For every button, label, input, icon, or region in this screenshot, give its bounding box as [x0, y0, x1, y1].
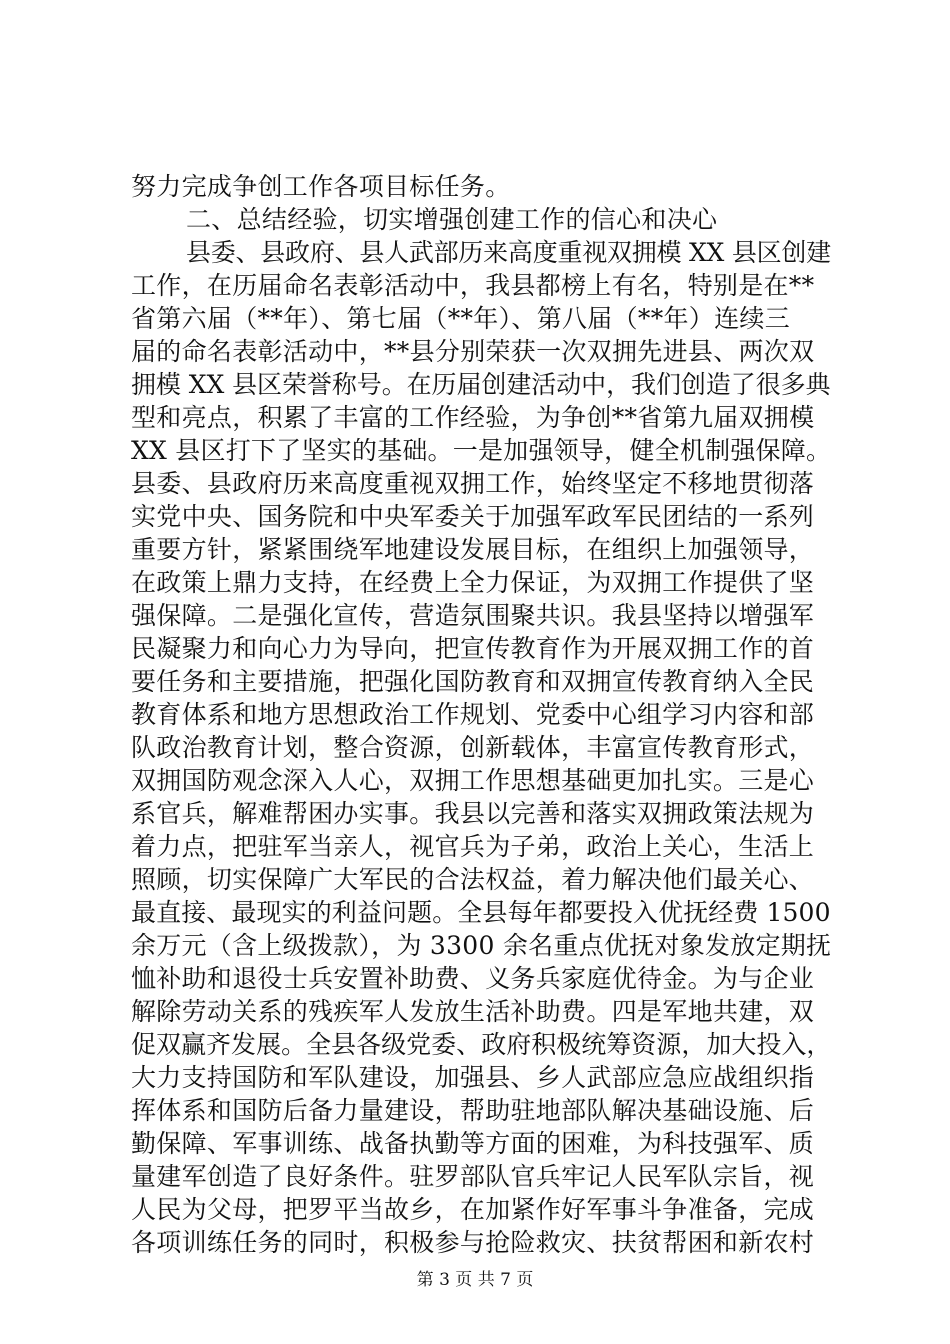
text-line: 各项训练任务的同时，积极参与抢险救灾、扶贫帮困和新农村 — [131, 1228, 815, 1257]
section-heading: 二、总结经验，切实增强创建工作的信心和决心 — [186, 205, 718, 234]
text-line: 型和亮点，积累了丰富的工作经验，为争创**省第九届双拥模 — [131, 403, 815, 432]
text-line: 县委、县政府、县人武部历来高度重视双拥模 XX 县区创建 — [186, 238, 831, 267]
body-text — [131, 170, 831, 1259]
text-line: 着力点，把驻军当亲人，视官兵为子弟，政治上关心，生活上 — [131, 832, 815, 861]
text-line: 强保障。二是强化宣传，营造氛围聚共识。我县坚持以增强军 — [131, 601, 815, 630]
text-line: 队政治教育计划，整合资源，创新载体，丰富宣传教育形式， — [131, 733, 815, 762]
text-line: 民凝聚力和向心力为导向，把宣传教育作为开展双拥工作的首 — [131, 634, 815, 663]
text-line: 拥模 XX 县区荣誉称号。在历届创建活动中，我们创造了很多典 — [131, 370, 831, 399]
text-line: 届的命名表彰活动中，**县分别荣获一次双拥先进县、两次双 — [131, 337, 815, 366]
text-line: 重要方针，紧紧围绕军地建设发展目标，在组织上加强领导， — [131, 535, 815, 564]
text-line: 省第六届（**年）、第七届（**年）、第八届（**年）连续三 — [131, 304, 791, 333]
text-line: 人民为父母，把罗平当故乡，在加紧作好军事斗争准备，完成 — [131, 1195, 815, 1224]
text-line: 在政策上鼎力支持，在经费上全力保证，为双拥工作提供了坚 — [131, 568, 815, 597]
text-line: 挥体系和国防后备力量建设，帮助驻地部队解决基础设施、后 — [131, 1096, 815, 1125]
text-line: 最直接、最现实的利益问题。全县每年都要投入优抚经费 1500 — [131, 898, 831, 927]
text-line: XX 县区打下了坚实的基础。一是加强领导，健全机制强保障。 — [131, 436, 832, 465]
text-line: 恤补助和退役士兵安置补助费、义务兵家庭优待金。为与企业 — [131, 964, 815, 993]
text-line: 努力完成争创工作各项目标任务。 — [131, 172, 511, 201]
text-line: 教育体系和地方思想政治工作规划、党委中心组学习内容和部 — [131, 700, 815, 729]
text-line: 照顾，切实保障广大军民的合法权益，着力解决他们最关心、 — [131, 865, 815, 894]
text-line: 解除劳动关系的残疾军人发放生活补助费。四是军地共建，双 — [131, 997, 815, 1026]
text-line: 系官兵，解难帮困办实事。我县以完善和落实双拥政策法规为 — [131, 799, 815, 828]
text-line: 勤保障、军事训练、战备执勤等方面的困难，为科技强军、质 — [131, 1129, 815, 1158]
page-footer: 第 3 页 共 7 页 — [416, 1270, 534, 1290]
text-line: 量建军创造了良好条件。驻罗部队官兵牢记人民军队宗旨，视 — [131, 1162, 815, 1191]
text-line: 县委、县政府历来高度重视双拥工作，始终坚定不移地贯彻落 — [131, 469, 815, 498]
text-line: 要任务和主要措施，把强化国防教育和双拥宣传教育纳入全民 — [131, 667, 815, 696]
text-line: 促双赢齐发展。全县各级党委、政府积极统筹资源，加大投入， — [131, 1030, 832, 1059]
text-line: 余万元（含上级拨款），为 3300 余名重点优抚对象发放定期抚 — [131, 931, 832, 960]
text-line: 工作，在历届命名表彰活动中，我县都榜上有名，特别是在** — [131, 271, 815, 300]
text-line: 大力支持国防和军队建设，加强县、乡人武部应急应战组织指 — [131, 1063, 815, 1092]
text-line: 双拥国防观念深入人心，双拥工作思想基础更加扎实。三是心 — [131, 766, 815, 795]
text-line: 实党中央、国务院和中央军委关于加强军政军民团结的一系列 — [131, 502, 815, 531]
